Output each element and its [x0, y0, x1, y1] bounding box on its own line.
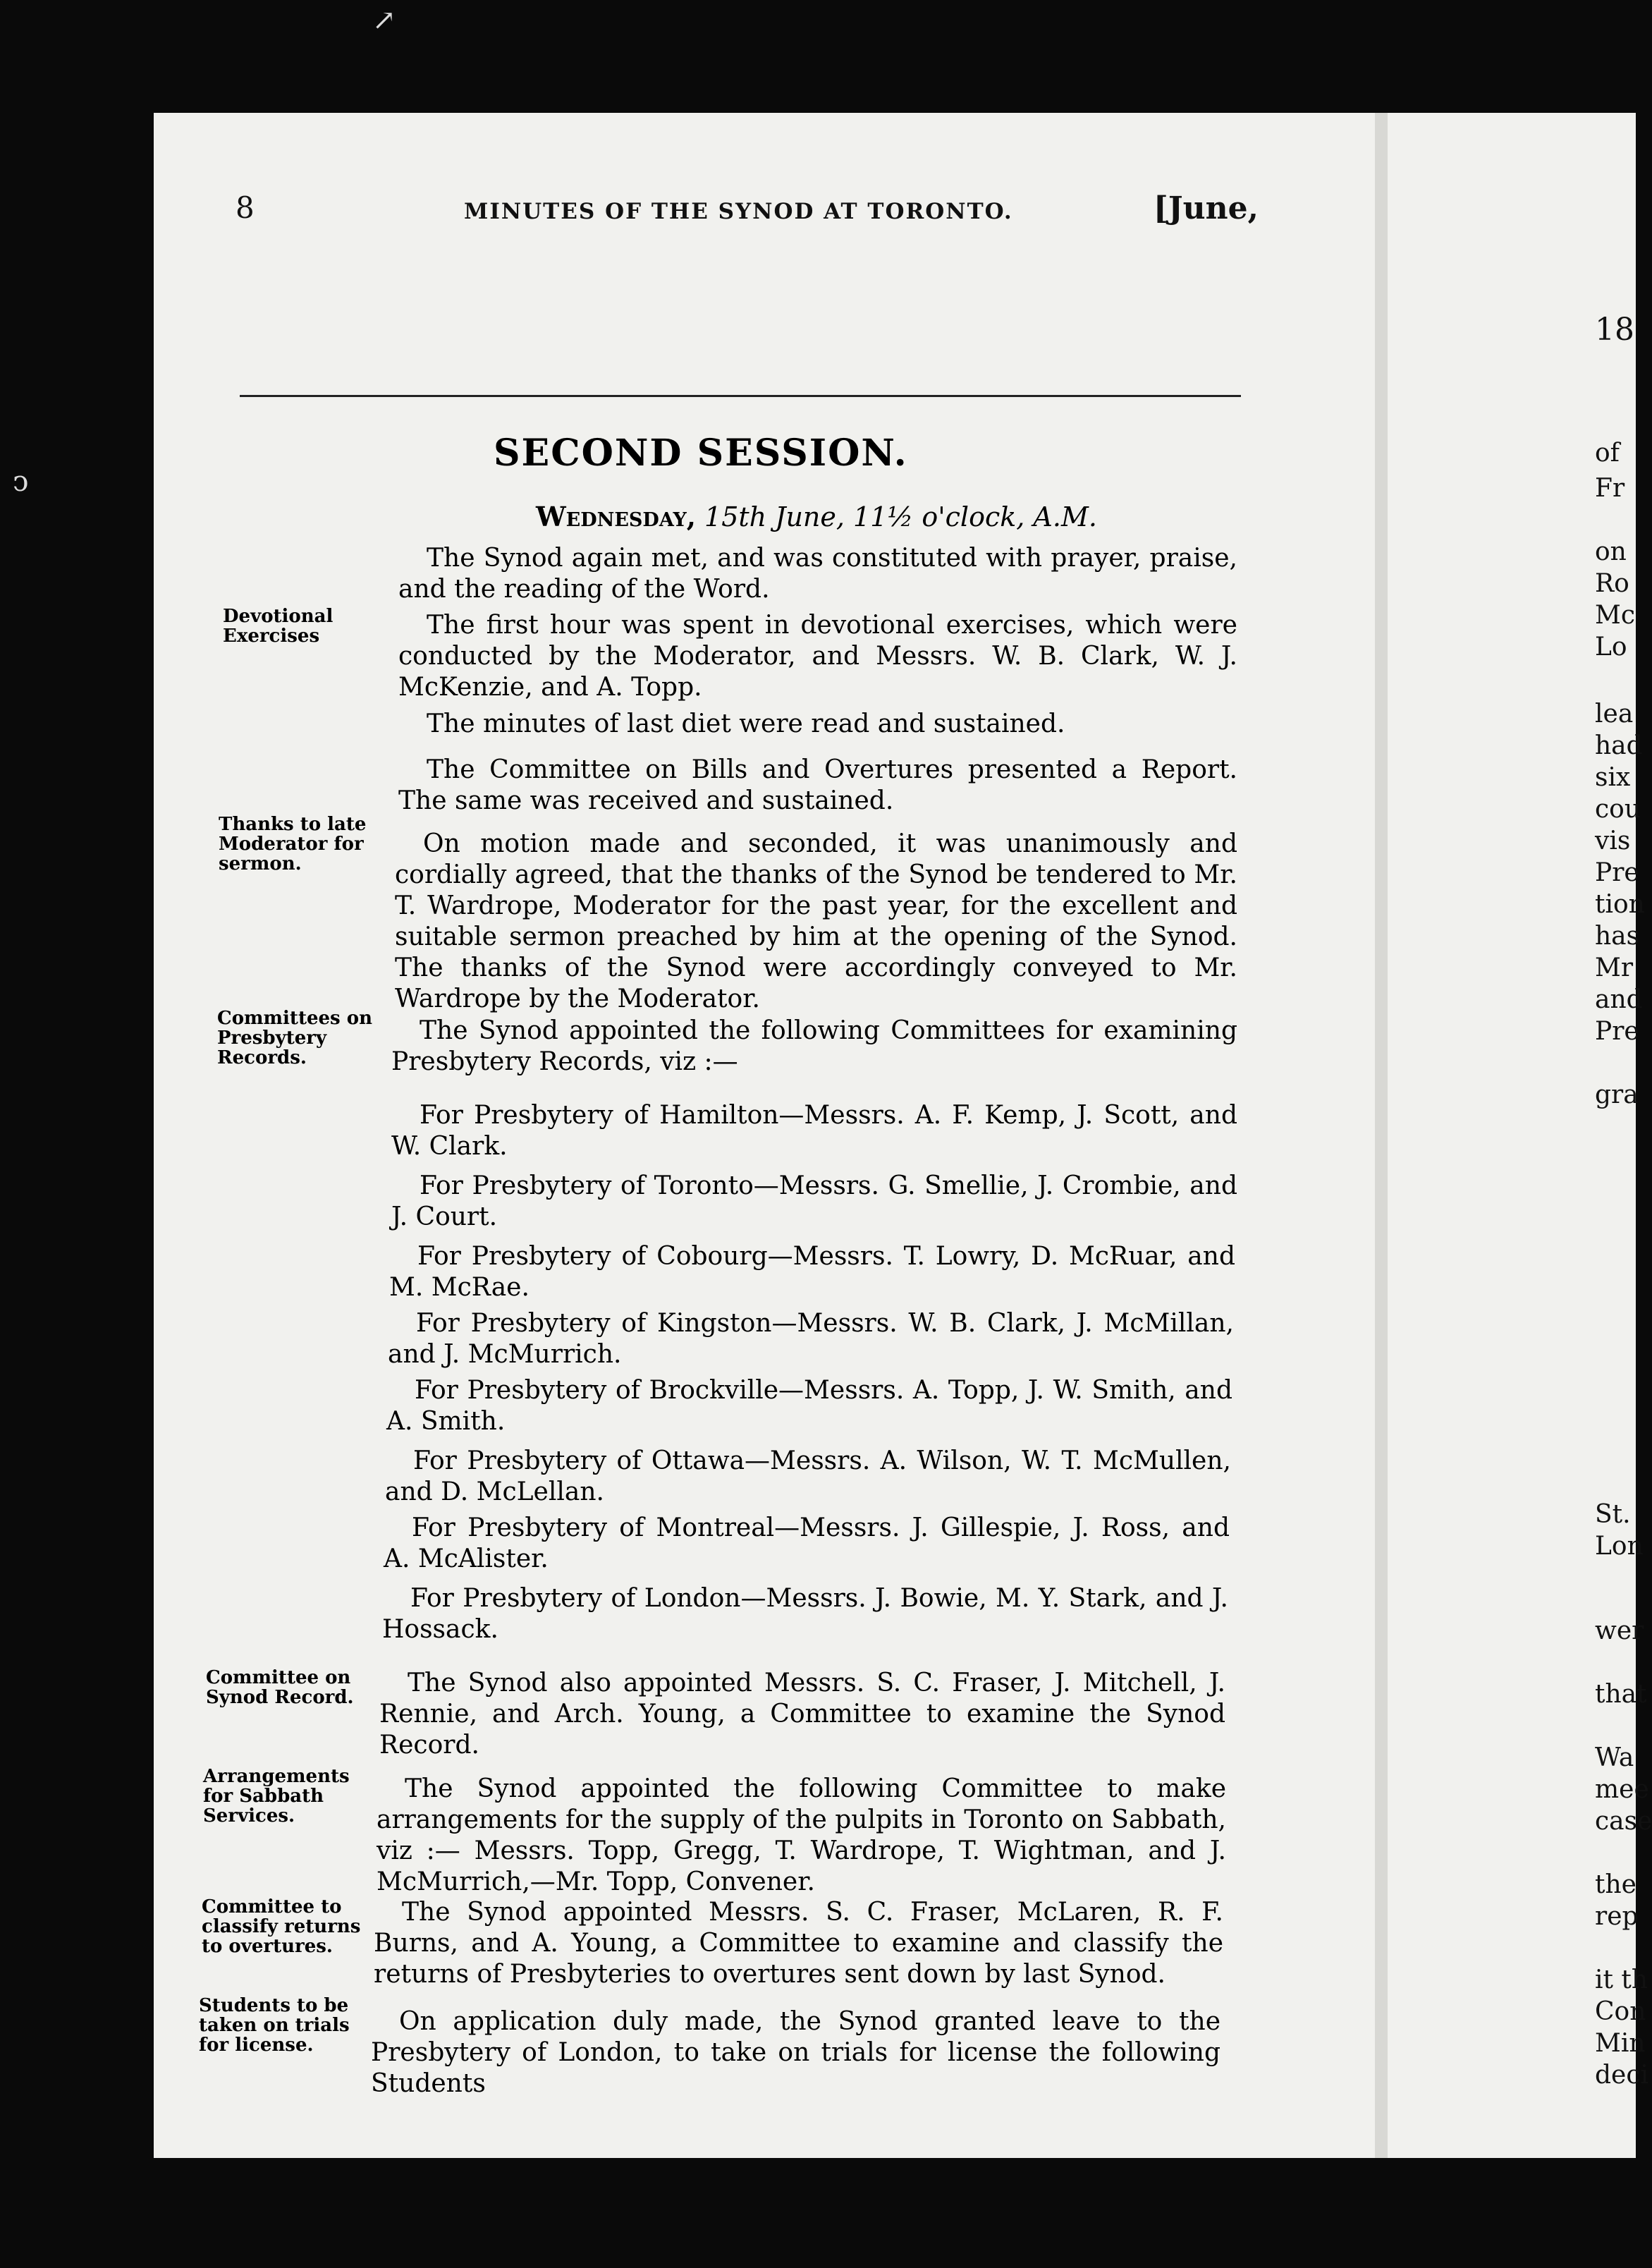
- right-page-fragment: has: [1595, 922, 1640, 951]
- paragraph: The Synod also appointed Messrs. S. C. Fraser, J. Mitchell, J. Rennie, and Arch. Young, a Committee to examine the Synod Record.: [379, 1669, 1225, 1760]
- paragraph: The Synod appointed the following Committees for examining Presbytery Records, viz :—: [391, 1016, 1237, 1076]
- paragraph: The Committee on Bills and Overtures presented a Report. The same was received and sustained.: [398, 755, 1237, 815]
- right-page-fragment: Mr: [1595, 953, 1634, 982]
- sidenote: Students to be taken on trials for license.: [199, 1995, 350, 2056]
- page-number: 8: [235, 190, 255, 225]
- right-page-fragment: gra: [1595, 1080, 1639, 1109]
- right-page-fragment: wer: [1595, 1616, 1644, 1645]
- right-page-fragment: on: [1595, 537, 1627, 566]
- right-page-fragment: lea: [1595, 700, 1634, 728]
- right-page-fragment: of: [1595, 439, 1620, 468]
- right-page-fragment: Pre: [1595, 1017, 1639, 1046]
- right-page-fragment: mee: [1595, 1775, 1649, 1804]
- right-page-fragment: that: [1595, 1680, 1647, 1709]
- paragraph: On application duly made, the Synod granted leave to the Presbytery of London, to take on trials for license the following Students: [371, 2007, 1220, 2098]
- right-page-fragment: the: [1595, 1870, 1636, 1899]
- right-page-fragment: tion: [1595, 890, 1645, 919]
- sidenote: Committee to classify returns to overtures.: [202, 1896, 361, 1957]
- sidenote: Arrangements for Sabbath Services.: [203, 1766, 350, 1827]
- running-title: MINUTES OF THE SYNOD AT TORONTO.: [464, 199, 1013, 224]
- right-page-fragment: six: [1595, 763, 1631, 792]
- paragraph: The Synod appointed the following Committee to make arrangements for the supply of the pulpits in Toronto on Sabbath, viz :— Messrs. Topp, Gregg, T. Wardrope, T. Wightman, and J. McMurrich,—Mr. Topp, Convener.: [377, 1774, 1226, 1896]
- paragraph: On motion made and seconded, it was unanimously and cordially agreed, that the thanks of the Synod be tendered to Mr. T. Wardrope, Moderator for the past year, for the excellent and suitable sermon preached by him at the opening of the Synod. The thanks of the Synod were accordingly conveyed to Mr. Wardrope by the Moderator.: [395, 829, 1237, 1013]
- right-page-fragment: Lon: [1595, 1532, 1644, 1561]
- right-page-fragment: Fr: [1595, 474, 1625, 503]
- sidenote: Committees on Presbytery Records.: [217, 1008, 372, 1068]
- paragraph: For Presbytery of Toronto—Messrs. G. Smellie, J. Crombie, and J. Court.: [391, 1171, 1237, 1231]
- header-rule: [240, 395, 1241, 397]
- right-page-fragment: case: [1595, 1807, 1652, 1836]
- scan-mark: ↗: [372, 4, 396, 37]
- right-page-fragment: had: [1595, 731, 1643, 760]
- right-page-fragment: it th: [1595, 1965, 1648, 1994]
- right-page: [1388, 113, 1636, 2158]
- sidenote: Committee on Synod Record.: [206, 1667, 354, 1708]
- right-page-fragment: Min: [1595, 2029, 1646, 2058]
- paragraph: The Synod again met, and was constituted with prayer, praise, and the reading of the Word.: [398, 544, 1237, 604]
- paragraph: For Presbytery of Ottawa—Messrs. A. Wilson, W. T. McMullen, and D. McLellan.: [385, 1446, 1231, 1506]
- running-month: [June,: [1154, 190, 1259, 226]
- sidenote: Devotional Exercises: [223, 606, 334, 647]
- right-page-fragment: and: [1595, 985, 1643, 1014]
- right-page-fragment: rep: [1595, 1902, 1639, 1931]
- paragraph: For Presbytery of Montreal—Messrs. J. Gillespie, J. Ross, and A. McAlister.: [384, 1513, 1230, 1573]
- paragraph: For Presbytery of Kingston—Messrs. W. B. Clark, J. McMillan, and J. McMurrich.: [388, 1309, 1234, 1369]
- dateline-date: 15th June, 11½ o'clock, A.M.: [704, 501, 1097, 532]
- right-page-fragment: Lo: [1595, 633, 1627, 662]
- dateline: [536, 501, 1097, 532]
- paragraph: For Presbytery of London—Messrs. J. Bowie, M. Y. Stark, and J. Hossack.: [382, 1584, 1228, 1644]
- right-page-fragment: deci: [1595, 2061, 1649, 2090]
- right-page-fragment: vis: [1595, 827, 1631, 855]
- right-page-fragment: Ro: [1595, 569, 1629, 598]
- right-page-fragment: Pre: [1595, 858, 1639, 887]
- right-page-fragment: Con: [1595, 1997, 1646, 2026]
- sidenote: Thanks to late Moderator for sermon.: [219, 814, 367, 874]
- right-page-fragment: 18: [1595, 312, 1634, 348]
- page-header: [154, 190, 1381, 233]
- paragraph: The minutes of last diet were read and sustained.: [427, 709, 1065, 738]
- paragraph: For Presbytery of Cobourg—Messrs. T. Lowry, D. McRuar, and M. McRae.: [389, 1242, 1235, 1302]
- right-page-fragment: Mc: [1595, 601, 1636, 630]
- dateline-day: Wednesday,: [536, 501, 696, 532]
- right-page-fragment: St.: [1595, 1500, 1631, 1529]
- right-page-fragment: Wa: [1595, 1743, 1634, 1772]
- paragraph: The first hour was spent in devotional exercises, which were conducted by the Moderator, and Messrs. W. B. Clark, W. J. McKenzie, and A. Topp.: [398, 611, 1237, 702]
- paragraph: For Presbytery of Hamilton—Messrs. A. F. Kemp, J. Scott, and W. Clark.: [391, 1101, 1237, 1161]
- right-page-fragment: cou: [1595, 795, 1641, 824]
- section-title: SECOND SESSION.: [494, 432, 908, 475]
- paragraph: For Presbytery of Brockville—Messrs. A. Topp, J. W. Smith, and A. Smith.: [386, 1376, 1232, 1436]
- scan-mark: ↄ: [13, 465, 29, 498]
- paragraph: The Synod appointed Messrs. S. C. Fraser, McLaren, R. F. Burns, and A. Young, a Committee to examine and classify the returns of Presbyteries to overtures sent down by last Synod.: [374, 1898, 1223, 1989]
